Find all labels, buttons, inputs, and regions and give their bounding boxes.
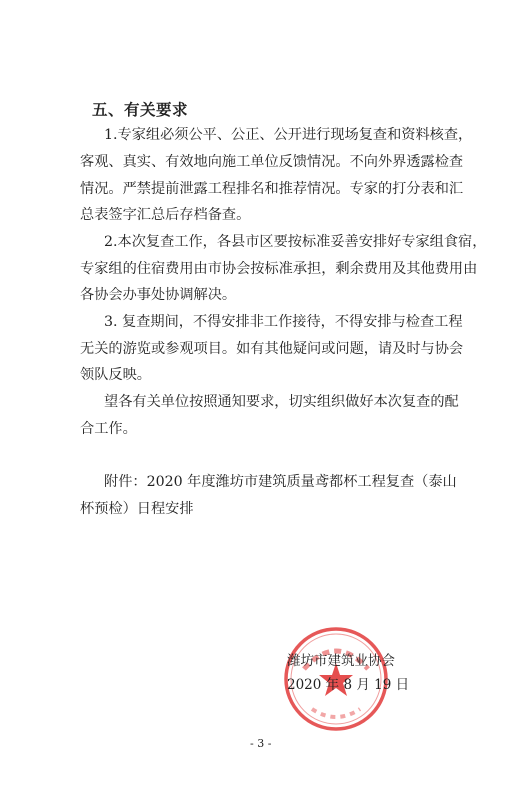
body-line: 客观、真实、有效地向施工单位反馈情况。不向外界透露检查: [80, 154, 464, 170]
body-line: 各协会办事处协调解决。: [80, 287, 237, 303]
body-line: 1.专家组必须公平、公正、公开进行现场复查和资料核查，: [104, 127, 473, 143]
body-line: 望各有关单位按照通知要求，切实组织做好本次复查的配: [104, 394, 459, 410]
signature-date: 2020 年 8 月 19 日: [287, 677, 410, 693]
signature-organization: 潍坊市建筑业协会: [287, 653, 395, 669]
body-line: 总表签字汇总后存档备查。: [80, 207, 251, 223]
attachment-line: 附件：2020 年度潍坊市建筑质量鸢都杯工程复查（泰山: [104, 474, 457, 490]
body-line: 合工作。: [80, 421, 137, 437]
body-line: 领队反映。: [80, 367, 151, 383]
body-line: 无关的游览或参观项目。如有其他疑问或问题，请及时与协会: [80, 341, 464, 357]
body-line: 2.本次复查工作，各县市区要按标准妥善安排好专家组食宿，: [104, 234, 487, 250]
page-number: - 3 -: [250, 737, 272, 750]
section-heading: 五、有关要求: [92, 100, 189, 119]
body-line: 3. 复查期间，不得安排非工作接待，不得安排与检查工程: [104, 314, 463, 330]
attachment-line: 杯预检）日程安排: [80, 501, 194, 517]
body-line: 情况。严禁提前泄露工程排名和推荐情况。专家的打分表和汇: [80, 181, 464, 197]
body-line: 专家组的住宿费用由市协会按标准承担，剩余费用及其他费用由: [80, 261, 478, 277]
